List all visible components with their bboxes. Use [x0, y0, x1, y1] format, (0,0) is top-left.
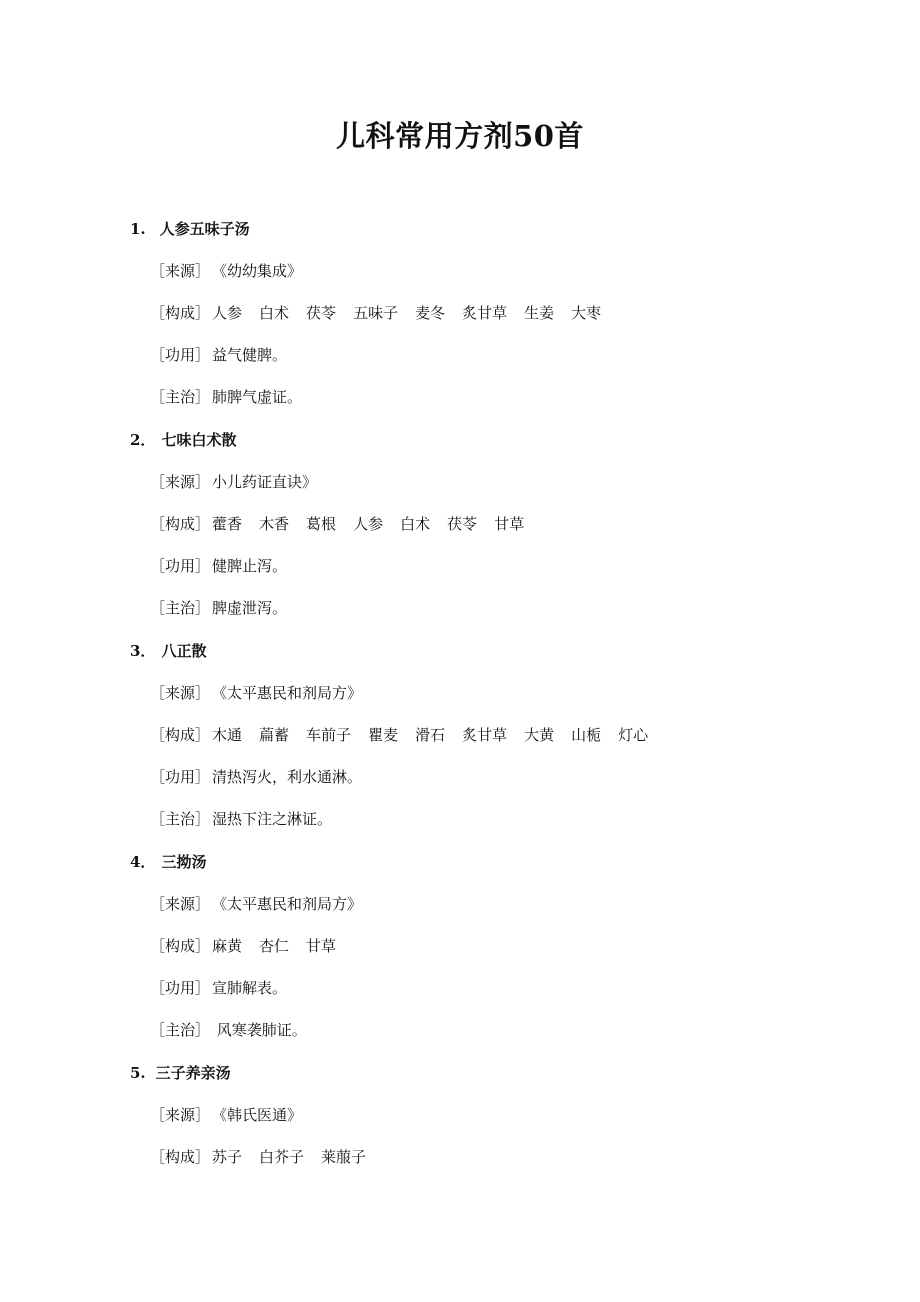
herb-item: 甘草: [306, 937, 337, 955]
function-value: 健脾止泻。: [212, 557, 288, 575]
composition-label: ［构成］: [150, 937, 211, 955]
herb-item: 甘草: [494, 515, 525, 533]
formula-composition-line: [150, 1146, 383, 1168]
formula-heading: [130, 640, 206, 662]
formula-function-line: [150, 344, 287, 366]
function-label: ［功用］: [150, 768, 211, 786]
formula-composition-line: [150, 935, 353, 957]
formula-composition-line: [150, 513, 541, 535]
source-value: 《韩氏医通》: [212, 1106, 303, 1124]
herb-item: 人参: [353, 515, 384, 533]
formula-source-line: [150, 893, 362, 915]
composition-list: [212, 515, 541, 533]
function-value: 清热泻火，利水通淋。: [212, 768, 363, 786]
composition-list: [212, 304, 618, 322]
herb-item: 葛根: [306, 515, 337, 533]
source-label: ［来源］: [150, 473, 211, 491]
herb-item: 山栀: [571, 726, 602, 744]
indication-label: ［主治］: [150, 810, 211, 828]
herb-item: 炙甘草: [462, 726, 508, 744]
herb-item: 茯苓: [447, 515, 478, 533]
herb-item: 木香: [259, 515, 290, 533]
indication-value: 湿热下注之淋证。: [212, 810, 333, 828]
function-label: ［功用］: [150, 979, 211, 997]
formula-function-line: [150, 766, 362, 788]
formula-source-line: [150, 471, 317, 493]
source-value: 小儿药证直诀》: [212, 473, 318, 491]
herb-item: 瞿麦: [368, 726, 399, 744]
herb-item: 麦冬: [415, 304, 446, 322]
source-label: ［来源］: [150, 895, 211, 913]
formula-function-line: [150, 555, 287, 577]
composition-list: [212, 726, 665, 744]
herb-item: 五味子: [353, 304, 399, 322]
herb-item: 莱菔子: [321, 1148, 367, 1166]
function-label: ［功用］: [150, 557, 211, 575]
document-title: 儿科常用方剂50首: [336, 119, 584, 153]
formula-heading: [130, 1062, 231, 1084]
formula-indication-line: [150, 808, 332, 830]
herb-item: 藿香: [212, 515, 243, 533]
formula-name: 七味白术散: [161, 431, 237, 449]
herb-item: 白芥子: [259, 1148, 305, 1166]
formula-number: 5.: [130, 1064, 146, 1082]
formula-name: 三子养亲汤: [155, 1064, 231, 1082]
herb-item: 麻黄: [212, 937, 243, 955]
herb-item: 生姜: [524, 304, 555, 322]
source-value: 《太平惠民和剂局方》: [212, 684, 363, 702]
formula-indication-line: [150, 386, 302, 408]
formula-number: 1.: [130, 220, 146, 238]
function-label: ［功用］: [150, 346, 211, 364]
formula-indication-line: [150, 597, 287, 619]
formula-number: 2．: [130, 431, 156, 449]
formula-heading: [130, 851, 206, 873]
source-value: 《幼幼集成》: [212, 262, 303, 280]
indication-value: 肺脾气虚证。: [212, 388, 303, 406]
formula-composition-line: [150, 302, 618, 324]
composition-label: ［构成］: [150, 304, 211, 322]
herb-item: 车前子: [306, 726, 352, 744]
composition-label: ［构成］: [150, 726, 211, 744]
indication-value: 脾虚泄泻。: [212, 599, 288, 617]
herb-item: 苏子: [212, 1148, 243, 1166]
formula-indication-line: [150, 1019, 307, 1041]
formula-source-line: [150, 260, 302, 282]
herb-item: 萹蓄: [259, 726, 290, 744]
herb-item: 大黄: [524, 726, 555, 744]
formula-number: 3．: [130, 642, 156, 660]
formula-name: 人参五味子汤: [159, 220, 250, 238]
formula-heading: [130, 218, 250, 240]
herb-item: 炙甘草: [462, 304, 508, 322]
formula-composition-line: [150, 724, 665, 746]
function-value: 宣肺解表。: [212, 979, 288, 997]
indication-label: ［主治］: [150, 1021, 211, 1039]
herb-item: 大枣: [571, 304, 602, 322]
herb-item: 灯心: [618, 726, 649, 744]
herb-item: 滑石: [415, 726, 446, 744]
formula-heading: [130, 429, 236, 451]
formula-source-line: [150, 682, 362, 704]
source-label: ［来源］: [150, 684, 211, 702]
formula-function-line: [150, 977, 287, 999]
herb-item: 木通: [212, 726, 243, 744]
herb-item: 茯苓: [306, 304, 337, 322]
composition-label: ［构成］: [150, 1148, 211, 1166]
formula-source-line: [150, 1104, 302, 1126]
herb-item: 杏仁: [259, 937, 290, 955]
source-value: 《太平惠民和剂局方》: [212, 895, 363, 913]
source-label: ［来源］: [150, 262, 211, 280]
indication-label: ［主治］: [150, 599, 211, 617]
herb-item: 白术: [400, 515, 431, 533]
indication-value: 风寒袭肺证。: [212, 1021, 307, 1039]
formula-number: 4．: [130, 853, 156, 871]
indication-label: ［主治］: [150, 388, 211, 406]
formula-name: 八正散: [161, 642, 207, 660]
composition-list: [212, 1148, 383, 1166]
composition-label: ［构成］: [150, 515, 211, 533]
herb-item: 人参: [212, 304, 243, 322]
source-label: ［来源］: [150, 1106, 211, 1124]
formula-name: 三拗汤: [161, 853, 207, 871]
composition-list: [212, 937, 353, 955]
herb-item: 白术: [259, 304, 290, 322]
function-value: 益气健脾。: [212, 346, 288, 364]
